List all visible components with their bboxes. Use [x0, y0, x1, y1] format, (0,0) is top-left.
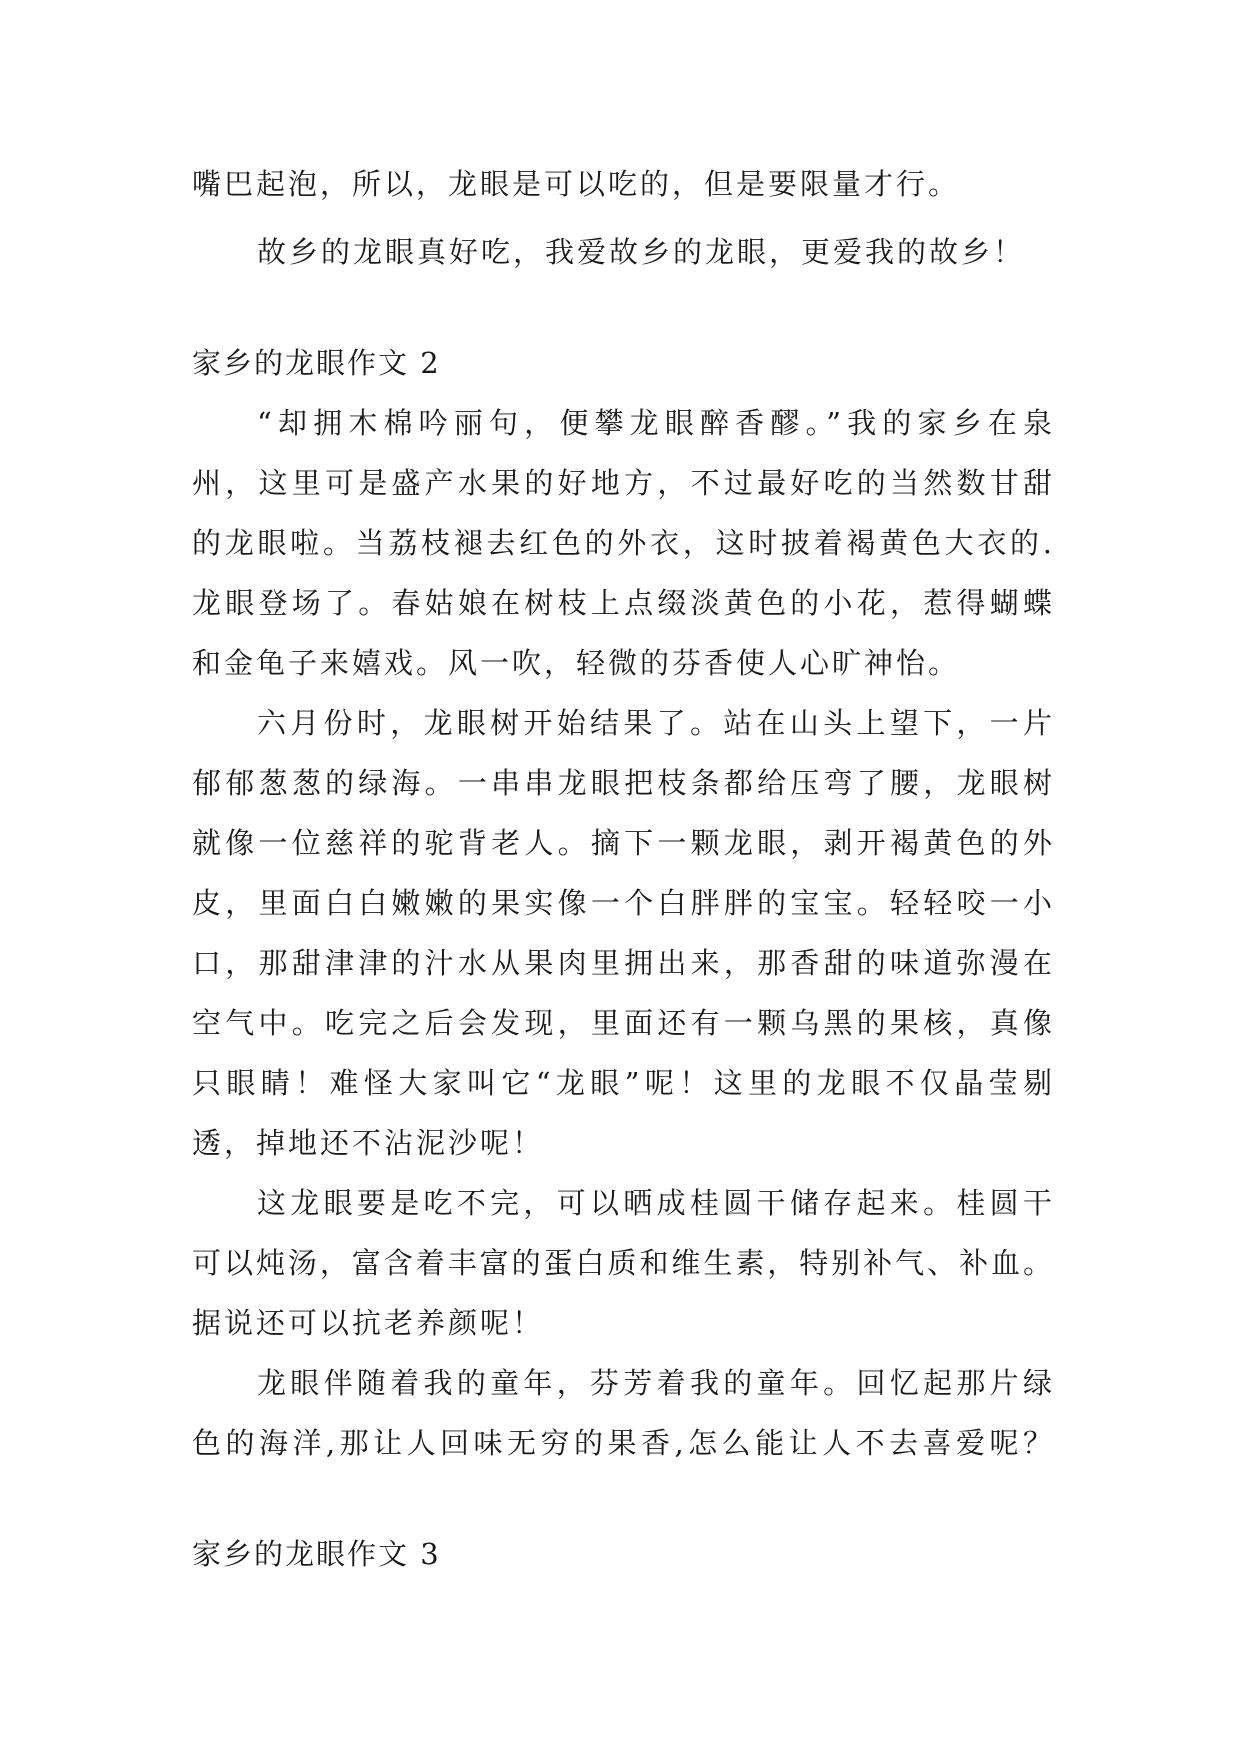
text-line: 六月份时，龙眼树开始结果了。站在山头上望下，一片	[257, 706, 1052, 740]
text-line: 皮，里面白白嫩嫩的果实像一个白胖胖的宝宝。轻轻咬一小	[192, 886, 1052, 920]
text-line: 龙眼伴随着我的童年，芬芳着我的童年。回忆起那片绿	[257, 1366, 1052, 1400]
text-line: “却拥木棉吟丽句，便攀龙眼醉香醪。”我的家乡在泉	[257, 406, 1052, 440]
text-line: 州，这里可是盛产水果的好地方，不过最好吃的当然数甘甜	[192, 466, 1052, 500]
text-line: 可以炖汤，富含着丰富的蛋白质和维生素，特别补气、补血。	[192, 1246, 1052, 1280]
section-heading: 家乡的龙眼作文 3	[192, 1537, 441, 1571]
text-line: 透，掉地还不沾泥沙呢！	[192, 1126, 545, 1160]
text-line: 就像一位慈祥的驼背老人。摘下一颗龙眼，剥开褐黄色的外	[192, 826, 1052, 860]
text-line: 口，那甜津津的汁水从果肉里拥出来，那香甜的味道弥漫在	[192, 946, 1052, 980]
section-heading: 家乡的龙眼作文 2	[192, 346, 441, 380]
text-line: 只眼睛！难怪大家叫它“龙眼”呢！这里的龙眼不仅晶莹剔	[192, 1066, 1052, 1100]
text-line: 和金龟子来嬉戏。风一吹，轻微的芬香使人心旷神怡。	[192, 646, 961, 680]
text-line: 郁郁葱葱的绿海。一串串龙眼把枝条都给压弯了腰，龙眼树	[192, 766, 1052, 800]
text-line: 据说还可以抗老养颜呢！	[192, 1306, 545, 1340]
text-line: 故乡的龙眼真好吃，我爱故乡的龙眼，更爱我的故乡！	[257, 235, 1026, 269]
text-line: 色的海洋,那让人回味无穷的果香,怎么能让人不去喜爱呢？	[192, 1426, 1052, 1460]
text-line: 的龙眼啦。当荔枝褪去红色的外衣，这时披着褐黄色大衣的.	[192, 526, 1052, 560]
text-line: 嘴巴起泡，所以，龙眼是可以吃的，但是要限量才行。	[192, 167, 961, 201]
text-line: 龙眼登场了。春姑娘在树枝上点缀淡黄色的小花，惹得蝴蝶	[192, 586, 1052, 620]
text-line: 这龙眼要是吃不完，可以晒成桂圆干储存起来。桂圆干	[257, 1186, 1052, 1220]
text-line: 空气中。吃完之后会发现，里面还有一颗乌黑的果核，真像	[192, 1006, 1052, 1040]
